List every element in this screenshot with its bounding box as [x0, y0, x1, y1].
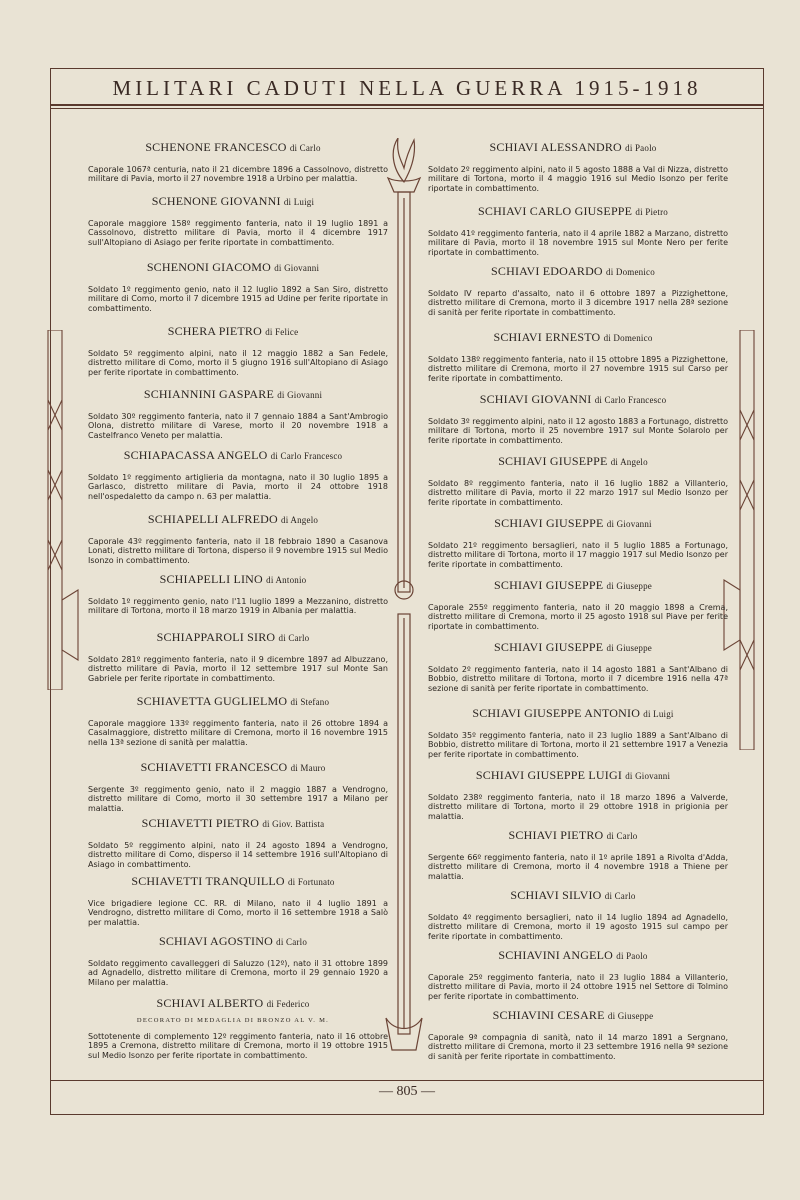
entry-name: SCHIAVETTI FRANCESCO	[140, 760, 288, 774]
entry-name: SCHIAVETTI TRANQUILLO	[131, 874, 285, 888]
entry-text: Soldato 138º reggimento fanteria, nato il 15 ottobre 1895 a Pizzighettone, distretto militare di Cremona, morto il 27 novembre 1915 sul Carso per ferite riportate in combattimento.	[428, 355, 728, 383]
entry-text: Soldato IV reparto d'assalto, nato il 6 ottobre 1897 a Pizzighettone, distretto militare di Cremona, morto il 3 dicembre 1917 nella 28ª sezione di sanità per ferite riportate in combattimento.	[428, 289, 728, 317]
entry-text: Soldato 41º reggimento fanteria, nato il 4 aprile 1882 a Marzano, distretto militare di Pavia, morto il 18 novembre 1915 sul Monte Nero per ferite riportate in combattimento.	[428, 229, 728, 257]
entry-name: SCHIAVI EDOARDO	[491, 264, 603, 278]
entry-name: SCHIAVI GIUSEPPE	[494, 516, 604, 530]
entry-father: di Domenico	[606, 267, 655, 277]
entry-father: di Stefano	[290, 697, 330, 707]
entry-text: Caporale 1067ª centuria, nato il 21 dicembre 1896 a Cassolnovo, distretto militare di Pavia, morto il 27 novembre 1918 a Urbino per malattia.	[88, 165, 388, 184]
entry-name: SCHIAVI GIUSEPPE	[498, 454, 608, 468]
entry-father: di Felice	[265, 327, 299, 337]
entry-father: di Giov. Battista	[262, 819, 325, 829]
entry-name: SCHIAVETTI PIETRO	[141, 816, 260, 830]
entry-father: di Giovanni	[625, 771, 671, 781]
entry-text: Caporale maggiore 133º reggimento fanteria, nato il 26 ottobre 1894 a Casalmaggiore, distretto militare di Cremona, morto il 16 novembre 1915 nella 13ª sezione di sanità per malattia.	[88, 719, 388, 747]
entry-father: di Domenico	[603, 333, 653, 343]
entry-text: Soldato 1º reggimento genio, nato l'11 luglio 1899 a Mezzanino, distretto militare di Tortona, morto il 18 marzo 1919 in Albania per malattia.	[88, 597, 388, 616]
entry-name: SCHIAVI AGOSTINO	[158, 934, 273, 948]
entry	[78, 760, 388, 813]
entry-name: SCHIAVI PIETRO	[508, 828, 604, 842]
header-rule	[50, 104, 764, 106]
entry	[78, 260, 388, 313]
entry-name: SCHENONI GIACOMO	[146, 260, 272, 274]
entry-text: Caporale 9ª compagnia di sanità, nato il 14 marzo 1891 a Sergnano, distretto militare di Cremona, morto il 23 settembre 1916 nella 9ª sezione di sanità per ferite riportate in combattimento.	[428, 1033, 728, 1061]
entry-name: SCHIAVI SILVIO	[510, 888, 602, 902]
entry-father: di Giuseppe	[607, 1011, 654, 1021]
entry-name: SCHIAPPAROLI SIRO	[156, 630, 276, 644]
entry-father: di Carlo	[604, 891, 636, 901]
entry-father: di Carlo	[289, 143, 321, 153]
entry-father: di Giovanni	[606, 519, 652, 529]
right-fasces-ornament	[722, 330, 762, 750]
entry-father: di Carlo	[606, 831, 638, 841]
entry-name: SCHIAPELLI LINO	[159, 572, 263, 586]
header-rule-thin	[50, 108, 764, 109]
entry-father: di Carlo	[276, 937, 308, 947]
entry-name: SCHENONE GIOVANNI	[151, 194, 281, 208]
entry-name: SCHIAPACASSA ANGELO	[123, 448, 268, 462]
entry-text: Soldato 30º reggimento fanteria, nato il 7 gennaio 1884 a Sant'Ambrogio Olona, distretto militare di Varese, morto il 20 novembre 1918 a Castelfranco Veneto per malattia.	[88, 412, 388, 440]
entry-father: di Carlo Francesco	[270, 451, 343, 461]
entry	[418, 264, 728, 317]
entry-father: di Giovanni	[274, 263, 320, 273]
entry-text: Caporale 25º reggimento fanteria, nato il 23 luglio 1884 a Villanterio, distretto militare di Pavia, morto il 24 ottobre 1915 nel Settore di Tolmino per ferite riportate in combattimento.	[428, 973, 728, 1001]
entry-name: SCHIANNINI GASPARE	[143, 387, 275, 401]
entry	[418, 204, 728, 257]
entry-name: SCHIAPELLI ALFREDO	[147, 512, 278, 526]
entry-father: di Carlo	[278, 633, 310, 643]
entry-text: Soldato 5º reggimento alpini, nato il 24 agosto 1894 a Vendrogno, distretto militare di Como, disperso il 14 settembre 1916 sull'Altopiano di Asiago in combattimento.	[88, 841, 388, 869]
entry-text: Caporale 43º reggimento fanteria, nato il 18 febbraio 1890 a Casanova Lonati, distretto militare di Tortona, disperso il 9 novembre 1915 sul Medio Isonzo in combattimento.	[88, 537, 388, 565]
entry-father: di Luigi	[283, 197, 315, 207]
entry-father: di Paolo	[616, 951, 648, 961]
entry	[418, 140, 728, 193]
entry-text: Soldato 2º reggimento fanteria, nato il 14 agosto 1881 a Sant'Albano di Bobbio, distretto militare di Tortona, morto il 7 dicembre 1916 nella 47ª sezione di sanità per ferite riportate in combattimento.	[428, 665, 728, 693]
entry-name: SCHIAVI ALESSANDRO	[489, 140, 622, 154]
entry	[418, 454, 728, 507]
entry-text: Soldato reggimento cavalleggeri di Saluzzo (12º), nato il 31 ottobre 1899 ad Agnadello, distretto militare di Cremona, morto il 29 gennaio 1920 a Milano per malattia.	[88, 959, 388, 987]
entry	[78, 630, 388, 683]
entry-name: SCHIAVI GIUSEPPE LUIGI	[475, 768, 623, 782]
entry-text: Soldato 35º reggimento fanteria, nato il 23 luglio 1889 a Sant'Albano di Bobbio, distretto militare di Tortona, morto il 21 settembre 1917 a Venezia per ferite riportate in combattimento.	[428, 731, 728, 759]
entry-text: Sottotenente di complemento 12º reggimento fanteria, nato il 16 ottobre 1895 a Cremona, distretto militare di Cremona, morto il 19 ottobre 1915 sul Medio Isonzo per ferite riportate in combattimento.	[88, 1032, 388, 1060]
entry	[418, 516, 728, 569]
entry	[78, 324, 388, 377]
entry-father: di Giuseppe	[606, 643, 652, 653]
left-fasces-ornament	[42, 330, 82, 690]
entry-name: SCHIAVI ERNESTO	[493, 330, 601, 344]
entry-name: SCHIAVINI ANGELO	[498, 948, 614, 962]
entry	[78, 934, 388, 987]
entry	[78, 694, 388, 747]
entry	[418, 768, 728, 821]
entry-name: SCHERA PIETRO	[167, 324, 263, 338]
entry-father: di Giovanni	[277, 390, 323, 400]
entry	[78, 387, 388, 440]
entry-text: Sergente 66º reggimento fanteria, nato il 1º aprile 1891 a Rivolta d'Adda, distretto militare di Cremona, morto il 4 novembre 1918 a Thiene per malattia.	[428, 853, 728, 881]
entry-name: SCHIAVINI CESARE	[492, 1008, 605, 1022]
entry-father: di Fortunato	[287, 877, 335, 887]
entry	[78, 996, 388, 1060]
entry	[418, 392, 728, 445]
entry-text: Soldato 1º reggimento artiglieria da montagna, nato il 30 luglio 1895 a Garlasco, distretto militare di Pavia, morto il 24 ottobre 1918 nell'ospedaletto da campo n. 63 per malattia.	[88, 473, 388, 501]
entry-father: di Federico	[266, 999, 310, 1009]
entry-text: Soldato 2º reggimento alpini, nato il 5 agosto 1888 a Val di Nizza, distretto militare di Tortona, morto il 4 maggio 1916 sul Medio Isonzo per ferite riportate in combattimento.	[428, 165, 728, 193]
entry	[418, 828, 728, 881]
entry	[78, 874, 388, 927]
entry-name: SCHIAVI GIOVANNI	[479, 392, 592, 406]
entry	[78, 448, 388, 501]
entry-text: Soldato 281º reggimento fanteria, nato il 9 dicembre 1897 ad Albuzzano, distretto militare di Pavia, morto il 12 settembre 1917 sul Monte San Gabriele per ferite riportate in combattimento.	[88, 655, 388, 683]
entry-text: Soldato 21º reggimento bersaglieri, nato il 5 luglio 1885 a Fortunago, distretto militare di Tortona, morto il 17 maggio 1917 sul Medio Isonzo per ferite riportate in combattimento.	[428, 541, 728, 569]
entry	[418, 888, 728, 941]
entry-father: di Mauro	[290, 763, 326, 773]
entry-father: di Paolo	[625, 143, 657, 153]
entry-father: di Giuseppe	[606, 581, 652, 591]
entry	[78, 140, 388, 184]
entry-father: di Angelo	[610, 457, 648, 467]
entry-text: Soldato 8º reggimento fanteria, nato il 16 luglio 1882 a Villanterio, distretto militare di Pavia, morto il 22 marzo 1917 sul Medio Isonzo per ferite riportate in combattimento.	[428, 479, 728, 507]
entry	[418, 706, 728, 759]
entry-father: di Carlo Francesco	[594, 395, 667, 405]
entry-text: Soldato 4º reggimento bersaglieri, nato il 14 luglio 1894 ad Agnadello, distretto militare di Cremona, morto il 19 agosto 1915 sul campo per ferite riportate in combattimento.	[428, 913, 728, 941]
entry-text: Vice brigadiere legione CC. RR. di Milano, nato il 4 luglio 1891 a Vendrogno, distretto militare di Como, morto il 16 settembre 1918 a Salò per malattia.	[88, 899, 388, 927]
entry-text: Soldato 238º reggimento fanteria, nato il 18 marzo 1896 a Valverde, distretto militare di Tortona, morto il 29 ottobre 1918 in prigionia per malattia.	[428, 793, 728, 821]
entry	[78, 512, 388, 565]
entry-text: Caporale maggiore 158º reggimento fanteria, nato il 19 luglio 1891 a Cassolnovo, distretto militare di Pavia, morto il 4 dicembre 1917 sull'Altopiano di Asiago per ferite riportate in combattimento.	[88, 219, 388, 247]
entry-father: di Luigi	[643, 709, 674, 719]
entry-text: Soldato 1º reggimento genio, nato il 12 luglio 1892 a San Siro, distretto militare di Como, morto il 7 dicembre 1915 ad Udine per ferite riportate in combattimento.	[88, 285, 388, 313]
entry-name: SCHIAVI GIUSEPPE	[494, 640, 604, 654]
entry-name: SCHIAVI CARLO GIUSEPPE	[478, 204, 633, 218]
entry	[78, 572, 388, 616]
footer-rule	[50, 1080, 764, 1081]
entry-father: di Pietro	[635, 207, 668, 217]
entry-name: SCHIAVI ALBERTO	[156, 996, 264, 1010]
entry-text: Soldato 5º reggimento alpini, nato il 12 maggio 1882 a San Fedele, distretto militare di Como, morto il 5 giugno 1916 sull'Altopiano di Asiago per ferite riportate in combattimento.	[88, 349, 388, 377]
entry-decoration: DECORATO DI MEDAGLIA DI BRONZO AL V. M.	[136, 1017, 330, 1024]
entry-name: SCHIAVI GIUSEPPE ANTONIO	[472, 706, 641, 720]
entry-name: SCHENONE FRANCESCO	[145, 140, 287, 154]
page-title: MILITARI CADUTI NELLA GUERRA 1915-1918	[112, 76, 702, 100]
entry-text: Sergente 3º reggimento genio, nato il 2 maggio 1887 a Vendrogno, distretto militare di Como, morto il 30 settembre 1917 a Milano per malattia.	[88, 785, 388, 813]
entry-name: SCHIAVETTA GUGLIELMO	[136, 694, 288, 708]
entry	[418, 640, 728, 693]
entry	[78, 194, 388, 247]
entry-text: Soldato 3º reggimento alpini, nato il 12 agosto 1883 a Fortunago, distretto militare di Tortona, morto il 25 novembre 1917 sul Monte Solarolo per ferite riportate in combattimento.	[428, 417, 728, 445]
page-number: — 805 —	[379, 1084, 435, 1099]
entry-father: di Angelo	[281, 515, 319, 525]
entry	[418, 578, 728, 631]
entry	[418, 948, 728, 1001]
entry-father: di Antonio	[266, 575, 307, 585]
entry	[418, 1008, 728, 1061]
entry	[418, 330, 728, 383]
entry	[78, 816, 388, 869]
entry-text: Caporale 255º reggimento fanteria, nato il 20 maggio 1898 a Crema, distretto militare di Cremona, morto il 25 agosto 1918 sul Piave per ferite riportate in combattimento.	[428, 603, 728, 631]
entry-name: SCHIAVI GIUSEPPE	[494, 578, 604, 592]
